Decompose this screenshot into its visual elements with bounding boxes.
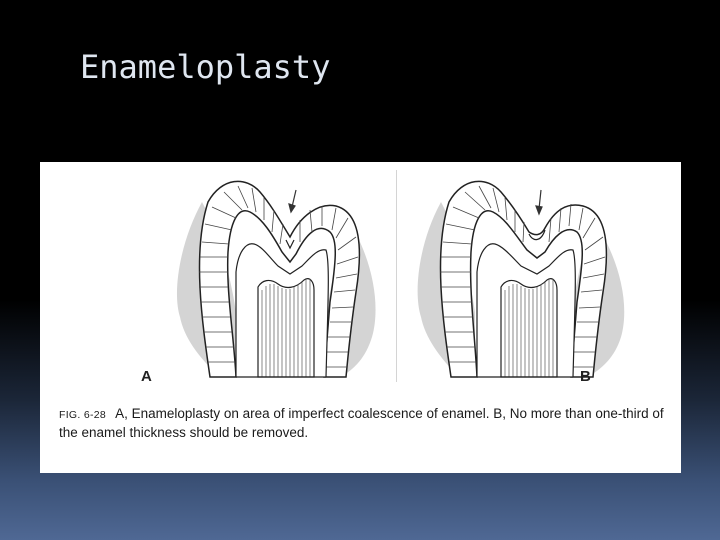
figure-number: FIG. 6-28 [59,409,107,421]
caption-text: A, Enameloplasty on area of imperfect coalescence of enamel. B, No more than one-third of the enamel thickness should be removed. [59,406,664,440]
figure-panel [40,162,681,473]
tooth-illustration-a [150,162,410,394]
panel-label-a: A [141,368,152,385]
panel-label-b: B [580,368,591,385]
slide-title: Enameloplasty [80,48,331,86]
arrow-down-icon [289,190,296,212]
arrow-down-icon [536,190,542,214]
tooth-illustrations [40,162,681,394]
figure-caption [59,405,674,441]
tooth-illustration-b [395,162,655,394]
